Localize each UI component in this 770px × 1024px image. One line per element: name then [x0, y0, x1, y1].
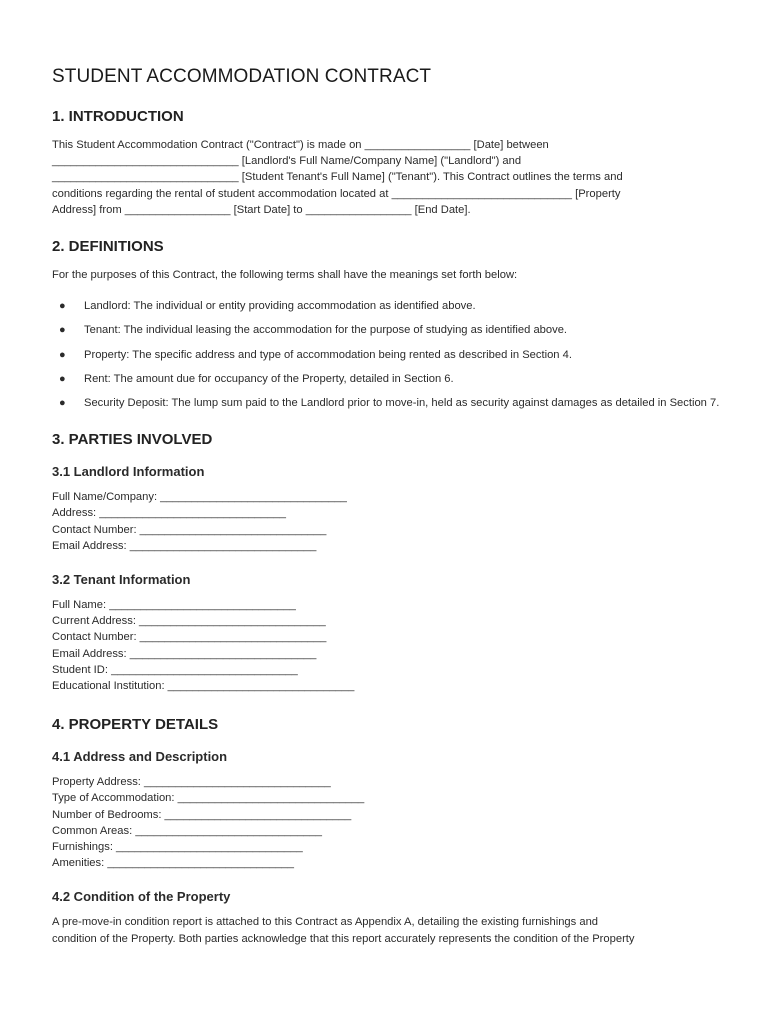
definitions-intro: For the purposes of this Contract, the following terms shall have the meanings set forth below:: [52, 269, 518, 282]
list-item: [52, 395, 720, 411]
list-item: [52, 371, 720, 387]
form-field: Full Name/Company: ______________________________: [52, 491, 347, 504]
section-definitions: [52, 238, 720, 411]
form-field: Contact Number: ______________________________: [52, 631, 327, 644]
subsection-heading: 3.1 Landlord Information: [52, 464, 205, 480]
form-field: Amenities: ______________________________: [52, 857, 294, 870]
section-parties: [52, 431, 720, 694]
form-field: Current Address: ______________________________: [52, 615, 326, 628]
list-item: [52, 322, 720, 338]
subsection-heading: 3.2 Tenant Information: [52, 572, 191, 588]
intro-line: ______________________________ [Landlord's Full Name/Company Name] ("Landlord") and: [52, 155, 522, 168]
definition-text: Tenant: The individual leasing the accommodation for the purpose of studying as identified above.: [84, 324, 568, 337]
tenant-fields: [52, 597, 720, 694]
section-heading: 3. PARTIES INVOLVED: [52, 431, 213, 449]
form-field: Property Address: ______________________________: [52, 776, 331, 789]
definition-text: Property: The specific address and type of accommodation being rented as described in Section 4.: [84, 348, 572, 361]
document-title: STUDENT ACCOMMODATION CONTRACT: [52, 66, 432, 87]
form-field: Educational Institution: ______________________________: [52, 680, 355, 693]
bullet-icon: ●: [59, 372, 66, 385]
property-fields: [52, 774, 720, 871]
definition-text: Landlord: The individual or entity providing accommodation as identified above.: [84, 300, 476, 313]
section-property: [52, 716, 720, 947]
form-field: Full Name: ______________________________: [52, 599, 296, 612]
intro-line: This Student Accommodation Contract ("Contract") is made on _________________ [Date] between: [52, 139, 549, 151]
list-item: [52, 298, 720, 314]
landlord-fields: [52, 489, 720, 554]
form-field: Email Address: ______________________________: [52, 539, 317, 552]
bullet-icon: ●: [59, 300, 66, 313]
document-page: [52, 66, 720, 947]
intro-line: Address] from _________________ [Start Date] to _________________ [End Date].: [52, 203, 471, 216]
condition-line: condition of the Property. Both parties acknowledge that this report accurately represents the condition of the Property: [52, 932, 635, 945]
section-heading: 1. INTRODUCTION: [52, 108, 184, 125]
form-field: Type of Accommodation: ______________________________: [52, 792, 365, 805]
form-field: Contact Number: ______________________________: [52, 523, 327, 536]
form-field: Student ID: ______________________________: [52, 663, 298, 676]
definition-text: Security Deposit: The lump sum paid to the Landlord prior to move-in, held as security against damages as detailed in Section 7.: [84, 397, 720, 410]
definition-text: Rent: The amount due for occupancy of the Property, detailed in Section 6.: [84, 372, 454, 385]
intro-line: ______________________________ [Student Tenant's Full Name] ("Tenant"). This Contract outlines the terms and: [52, 171, 623, 184]
section-heading: 4. PROPERTY DETAILS: [52, 716, 219, 734]
section-introduction: [52, 108, 720, 218]
bullet-icon: ●: [59, 348, 66, 361]
form-field: Common Areas: ______________________________: [52, 824, 322, 837]
condition-line: A pre-move-in condition report is attached to this Contract as Appendix A, detailing the existing furnishings and: [52, 916, 599, 929]
form-field: Furnishings: ______________________________: [52, 841, 303, 854]
bullet-icon: ●: [59, 324, 66, 337]
subsection-heading: 4.2 Condition of the Property: [52, 889, 231, 905]
subsection-heading: 4.1 Address and Description: [52, 749, 228, 765]
form-field: Address: ______________________________: [52, 507, 286, 520]
definitions-list: [52, 298, 720, 411]
section-heading: 2. DEFINITIONS: [52, 238, 164, 256]
form-field: Email Address: ______________________________: [52, 647, 317, 660]
bullet-icon: ●: [59, 397, 66, 410]
intro-line: conditions regarding the rental of student accommodation located at _____________________________ [Property: [52, 187, 621, 200]
list-item: [52, 347, 720, 363]
form-field: Number of Bedrooms: ______________________________: [52, 808, 352, 821]
